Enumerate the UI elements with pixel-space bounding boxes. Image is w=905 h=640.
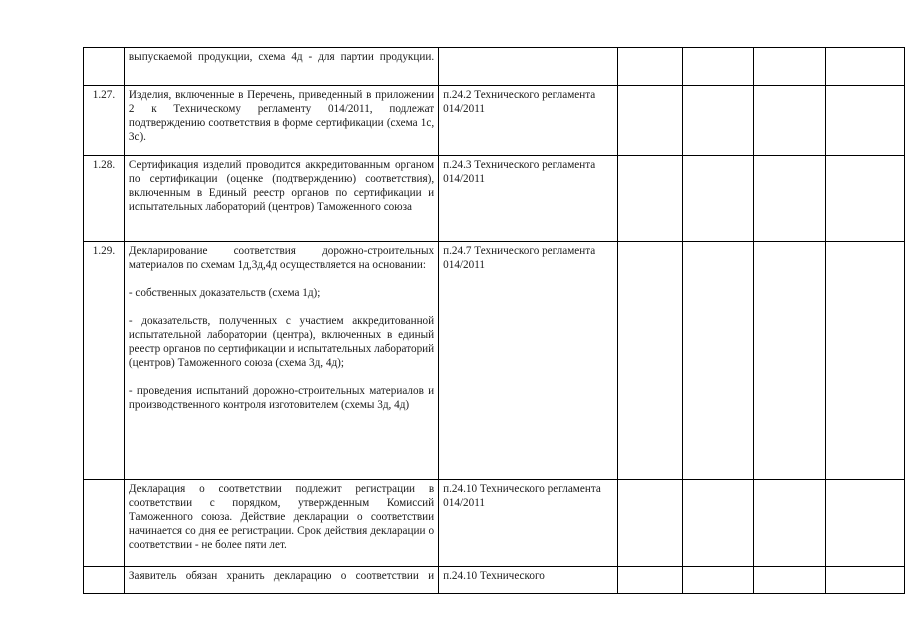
row-number bbox=[84, 480, 125, 567]
empty-cell bbox=[754, 567, 826, 594]
empty-cell bbox=[618, 48, 683, 86]
empty-cell bbox=[683, 86, 754, 156]
table-row bbox=[84, 480, 905, 567]
table-row bbox=[84, 242, 905, 480]
requirement-paragraph: Декларирование соответствия дорожно-строительных материалов по схемам 1д,3д,4д осуществляется на основании: bbox=[128, 245, 435, 271]
row-number bbox=[84, 567, 125, 594]
requirement-cell bbox=[124, 480, 438, 567]
empty-cell bbox=[683, 480, 754, 567]
requirement-cell bbox=[124, 86, 438, 156]
requirements-table bbox=[83, 47, 905, 594]
row-number bbox=[84, 48, 125, 86]
empty-cell bbox=[618, 567, 683, 594]
empty-cell bbox=[826, 86, 905, 156]
empty-cell bbox=[683, 242, 754, 480]
requirement-cell bbox=[124, 48, 438, 86]
empty-cell bbox=[754, 86, 826, 156]
row-number: 1.28. bbox=[84, 156, 125, 242]
empty-cell bbox=[683, 567, 754, 594]
row-number: 1.29. bbox=[84, 242, 125, 480]
reference-cell: п.24.2 Технического регламента 014/2011 bbox=[439, 86, 618, 156]
empty-cell bbox=[618, 86, 683, 156]
reference-cell bbox=[439, 48, 618, 86]
empty-cell bbox=[618, 242, 683, 480]
empty-cell bbox=[754, 48, 826, 86]
empty-cell bbox=[683, 48, 754, 86]
requirement-cell bbox=[124, 156, 438, 242]
requirement-paragraph: Декларация о соответствии подлежит регистрации в соответствии с порядком, утвержденным Комиссий Таможенного союза. Действие декларации о соответствии начинается со дня ее регистрации. Срок действия декларации о соответствии - не более пяти лет. bbox=[128, 483, 435, 551]
empty-cell bbox=[826, 242, 905, 480]
requirement-paragraph: Изделия, включенные в Перечень, приведенный в приложении 2 к Техническому регламенту 014/2011, подлежат подтверждению соответствия в форме сертификации (схема 1с, 3с). bbox=[128, 89, 435, 143]
reference-cell: п.24.10 Технического bbox=[439, 567, 618, 594]
empty-cell bbox=[826, 48, 905, 86]
table-row bbox=[84, 567, 905, 594]
empty-cell bbox=[618, 156, 683, 242]
requirement-paragraph: выпускаемой продукции, схема 4д - для партии продукции. bbox=[128, 51, 435, 63]
empty-cell bbox=[754, 242, 826, 480]
table-row bbox=[84, 156, 905, 242]
requirement-cell bbox=[124, 567, 438, 594]
requirement-paragraph: - собственных доказательств (схема 1д); bbox=[128, 287, 321, 299]
requirement-paragraph: - проведения испытаний дорожно-строительных материалов и производственного контроля изготовителем (схемы 3д, 4д) bbox=[128, 385, 435, 411]
row-number: 1.27. bbox=[84, 86, 125, 156]
empty-cell bbox=[826, 567, 905, 594]
empty-cell bbox=[683, 156, 754, 242]
empty-cell bbox=[826, 480, 905, 567]
reference-cell: п.24.10 Технического регламента 014/2011 bbox=[439, 480, 618, 567]
empty-cell bbox=[826, 156, 905, 242]
requirement-paragraph: Заявитель обязан хранить декларацию о соответствии и bbox=[128, 570, 435, 582]
requirement-cell bbox=[124, 242, 438, 480]
table-row bbox=[84, 86, 905, 156]
requirement-paragraph: Сертификация изделий проводится аккредитованным органом по сертификации (оценке (подтверждению) соответствия), включенным в Единый реестр органов по сертификации и испытательных лабораторий (центров) Таможенного союза bbox=[128, 159, 435, 213]
empty-cell bbox=[754, 480, 826, 567]
table-row bbox=[84, 48, 905, 86]
reference-cell: п.24.7 Технического регламента 014/2011 bbox=[439, 242, 618, 480]
reference-cell: п.24.3 Технического регламента 014/2011 bbox=[439, 156, 618, 242]
empty-cell bbox=[754, 156, 826, 242]
empty-cell bbox=[618, 480, 683, 567]
requirement-paragraph: - доказательств, полученных с участием аккредитованной испытательной лаборатории (центра), включенных в единый реестр органов по сертификации и испытательных лабораторий (центров) Таможенного союза (схема 3д, 4д); bbox=[128, 315, 435, 369]
